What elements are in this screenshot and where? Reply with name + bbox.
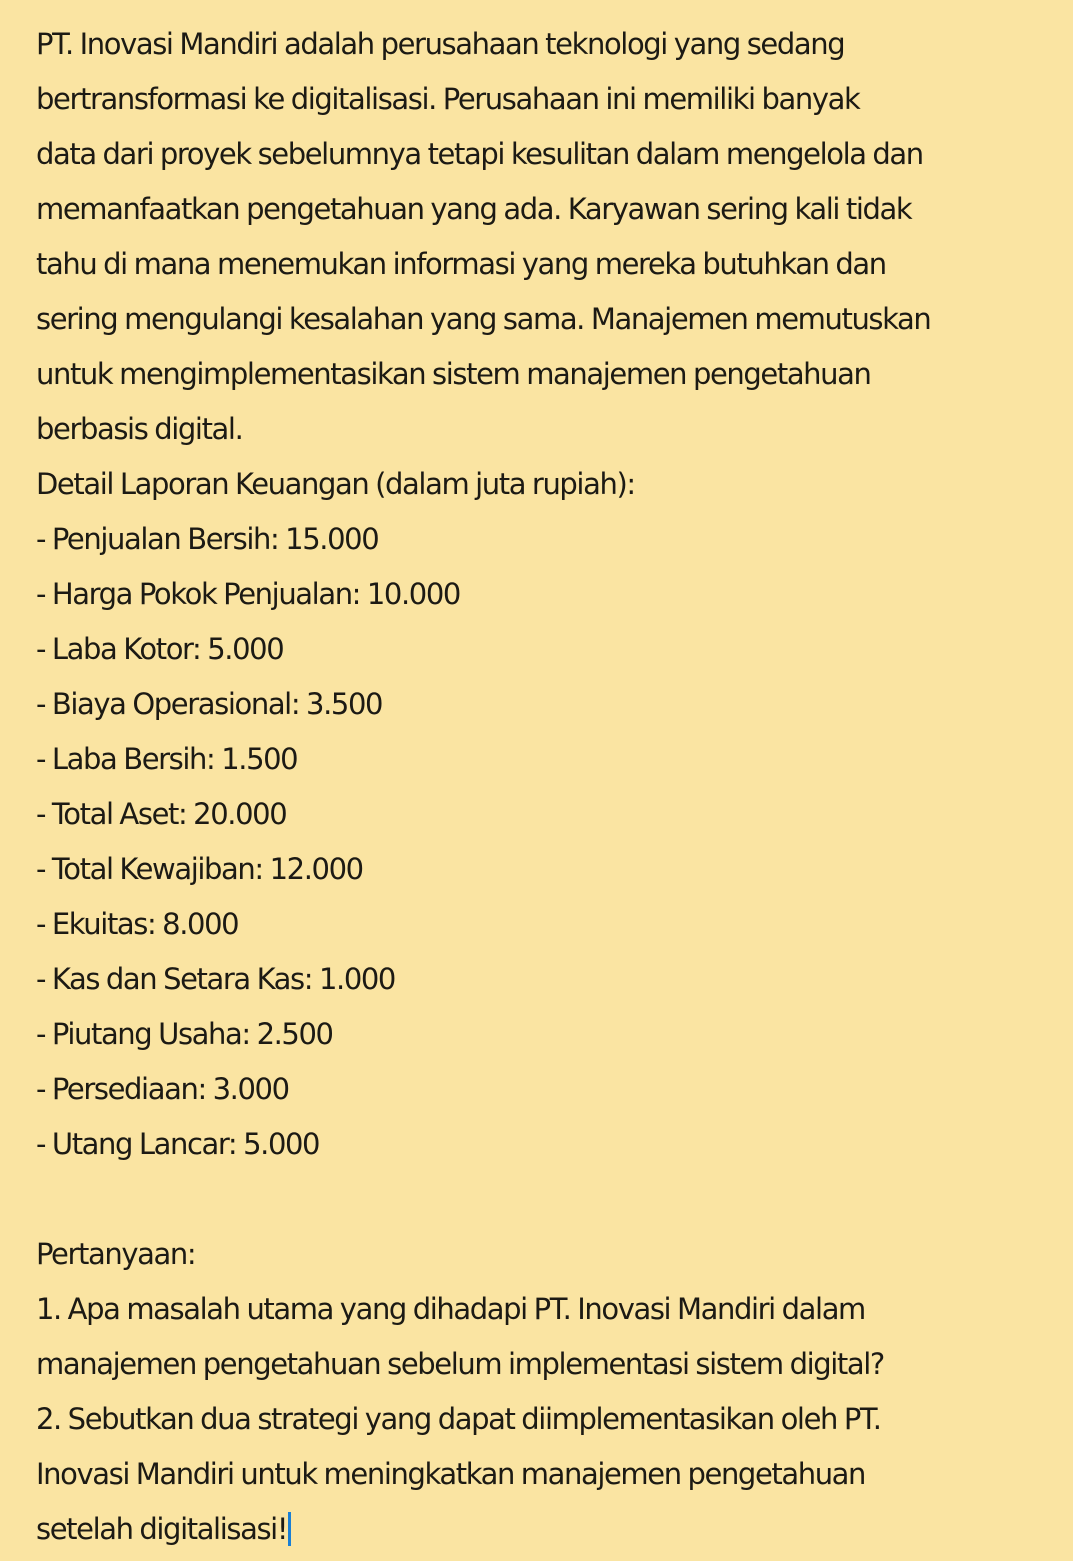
question-line: 1. Apa masalah utama yang dihadapi PT. Inovasi Mandiri dalam — [36, 1292, 865, 1326]
paragraph-line: PT. Inovasi Mandiri adalah perusahaan teknologi yang sedang — [36, 27, 845, 61]
question-line: manajemen pengetahuan sebelum implementasi sistem digital? — [36, 1347, 884, 1381]
financial-item: - Laba Bersih: 1.500 — [36, 742, 298, 776]
question-last-text: setelah digitalisasi! — [36, 1512, 288, 1546]
paragraph-line: bertransformasi ke digitalisasi. Perusahaan ini memiliki banyak — [36, 82, 860, 116]
financial-heading: Detail Laporan Keuangan (dalam juta rupiah): — [36, 467, 635, 501]
financial-item: - Persediaan: 3.000 — [36, 1072, 289, 1106]
financial-item: - Laba Kotor: 5.000 — [36, 632, 284, 666]
empty-line — [36, 1172, 1046, 1227]
question-line: 2. Sebutkan dua strategi yang dapat diimplementasikan oleh PT. — [36, 1402, 881, 1436]
paragraph-line: sering mengulangi kesalahan yang sama. Manajemen memutuskan — [36, 302, 931, 336]
questions-heading: Pertanyaan: — [36, 1237, 196, 1271]
paragraph-line: berbasis digital. — [36, 412, 243, 446]
paragraph-line: data dari proyek sebelumnya tetapi kesulitan dalam mengelola dan — [36, 137, 923, 171]
financial-item: - Total Kewajiban: 12.000 — [36, 852, 363, 886]
financial-item: - Total Aset: 20.000 — [36, 797, 287, 831]
text-cursor — [288, 1512, 291, 1546]
question-line: Inovasi Mandiri untuk meningkatkan manajemen pengetahuan — [36, 1457, 866, 1491]
financial-item: - Piutang Usaha: 2.500 — [36, 1017, 333, 1051]
financial-item: - Kas dan Setara Kas: 1.000 — [36, 962, 395, 996]
financial-item: - Biaya Operasional: 3.500 — [36, 687, 383, 721]
paragraph-line: untuk mengimplementasikan sistem manajemen pengetahuan — [36, 357, 871, 391]
paragraph-line: tahu di mana menemukan informasi yang mereka butuhkan dan — [36, 247, 886, 281]
financial-item: - Harga Pokok Penjualan: 10.000 — [36, 577, 460, 611]
paragraph-line: memanfaatkan pengetahuan yang ada. Karyawan sering kali tidak — [36, 192, 912, 226]
financial-item: - Utang Lancar: 5.000 — [36, 1127, 320, 1161]
financial-item: - Penjualan Bersih: 15.000 — [36, 522, 379, 556]
question-line-last — [36, 1502, 1046, 1557]
financial-item: - Ekuitas: 8.000 — [36, 907, 239, 941]
note-text-area[interactable] — [36, 17, 1046, 1557]
